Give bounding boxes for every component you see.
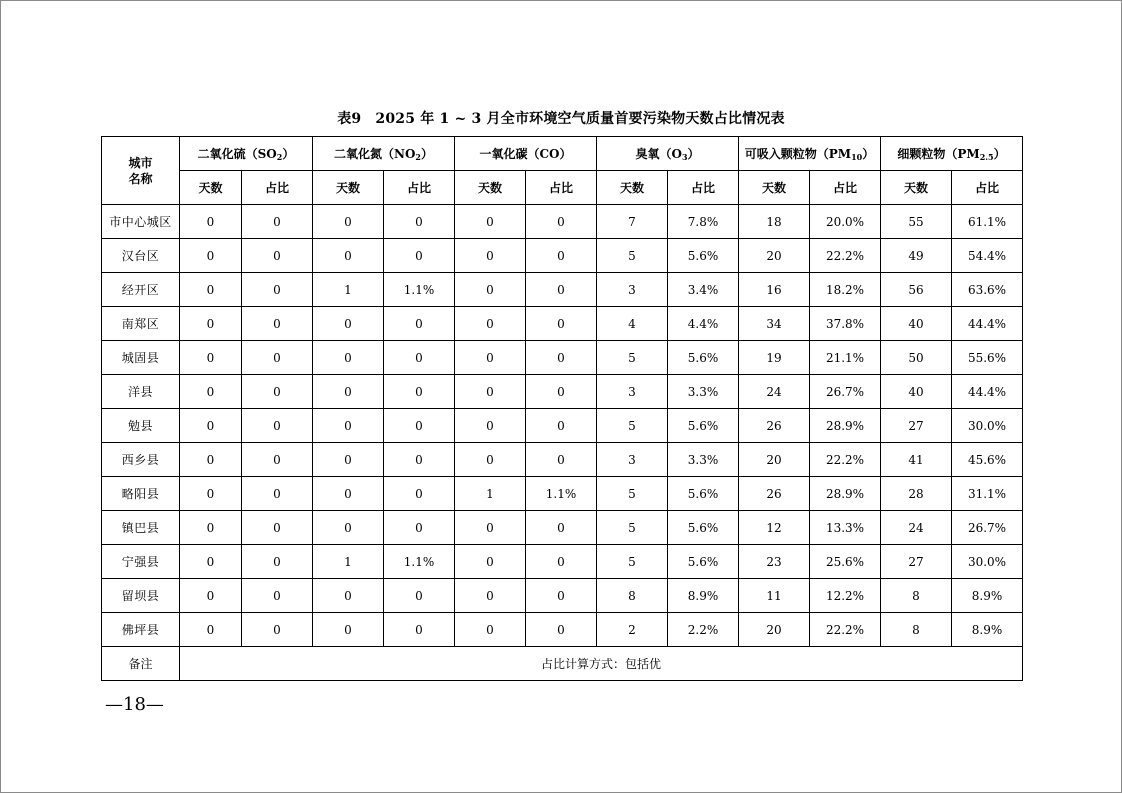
days-cell: 11 [739, 579, 810, 613]
ratio-cell: 0 [526, 239, 597, 273]
ratio-cell: 31.1% [952, 477, 1023, 511]
days-cell: 0 [313, 443, 384, 477]
days-cell: 0 [180, 545, 242, 579]
ratio-cell: 0 [384, 477, 455, 511]
city-header-line1: 城市 [128, 155, 153, 170]
ratio-cell: 8.9% [668, 579, 739, 613]
days-cell: 40 [881, 375, 952, 409]
days-cell: 3 [597, 375, 668, 409]
days-cell: 0 [455, 545, 526, 579]
table-title [1, 108, 1121, 128]
city-name-cell: 城固县 [102, 341, 180, 375]
ratio-cell: 0 [242, 579, 313, 613]
table-body [102, 205, 1023, 647]
ratio-cell: 0 [526, 511, 597, 545]
days-cell: 0 [455, 579, 526, 613]
note-label: 备注 [102, 647, 180, 681]
ratio-cell: 44.4% [952, 375, 1023, 409]
ratio-cell: 1.1% [384, 545, 455, 579]
ratio-cell: 0 [384, 239, 455, 273]
ratio-cell: 0 [242, 511, 313, 545]
ratio-cell: 8.9% [952, 579, 1023, 613]
days-cell: 7 [597, 205, 668, 239]
ratio-cell: 0 [384, 341, 455, 375]
ratio-cell: 0 [526, 443, 597, 477]
days-cell: 56 [881, 273, 952, 307]
header-row-subcolumns [102, 171, 1023, 205]
days-cell: 0 [313, 205, 384, 239]
days-column-header: 天数 [881, 171, 952, 205]
days-cell: 0 [180, 239, 242, 273]
table-row [102, 477, 1023, 511]
ratio-cell: 0 [242, 545, 313, 579]
days-cell: 5 [597, 341, 668, 375]
city-name-cell: 佛坪县 [102, 613, 180, 647]
pollutant-table [101, 136, 1023, 681]
ratio-cell: 45.6% [952, 443, 1023, 477]
city-name-cell: 留坝县 [102, 579, 180, 613]
ratio-cell: 0 [526, 307, 597, 341]
ratio-cell: 0 [242, 239, 313, 273]
days-cell: 24 [739, 375, 810, 409]
table-row [102, 579, 1023, 613]
days-cell: 0 [180, 443, 242, 477]
pollutant-header-no2: 二氧化氮$(NO_2)$ [313, 137, 455, 171]
ratio-column-header: 占比 [810, 171, 881, 205]
ratio-cell: 0 [526, 205, 597, 239]
days-cell: 55 [881, 205, 952, 239]
days-cell: 0 [455, 341, 526, 375]
ratio-cell: 5.6% [668, 477, 739, 511]
days-cell: 23 [739, 545, 810, 579]
ratio-cell: 0 [384, 375, 455, 409]
ratio-cell: 0 [526, 273, 597, 307]
days-cell: 0 [180, 341, 242, 375]
ratio-cell: 25.6% [810, 545, 881, 579]
note-row [102, 647, 1023, 681]
ratio-cell: 54.4% [952, 239, 1023, 273]
days-cell: 0 [180, 579, 242, 613]
ratio-cell: 22.2% [810, 443, 881, 477]
ratio-column-header: 占比 [384, 171, 455, 205]
table-row [102, 443, 1023, 477]
days-cell: 8 [881, 579, 952, 613]
days-column-header: 天数 [455, 171, 526, 205]
pollutant-header-pm25: 细颗粒物$(PM_{2.5})$ [881, 137, 1023, 171]
city-name-header [102, 137, 180, 205]
days-cell: 0 [313, 341, 384, 375]
days-cell: 0 [455, 613, 526, 647]
days-cell: 50 [881, 341, 952, 375]
ratio-cell: 0 [242, 273, 313, 307]
ratio-cell: 0 [384, 205, 455, 239]
ratio-cell: 0 [526, 375, 597, 409]
pollutant-header-so2: 二氧化硫$(SO_2)$ [180, 137, 313, 171]
ratio-cell: 22.2% [810, 613, 881, 647]
city-name-cell: 西乡县 [102, 443, 180, 477]
ratio-cell: 7.8% [668, 205, 739, 239]
table-title-text: 2025 年 1 ~ 3 月全市环境空气质量首要污染物天数占比情况表 [375, 111, 785, 127]
ratio-cell: 0 [526, 341, 597, 375]
days-cell: 40 [881, 307, 952, 341]
days-cell: 34 [739, 307, 810, 341]
days-cell: 1 [313, 545, 384, 579]
ratio-cell: 0 [242, 409, 313, 443]
ratio-cell: 2.2% [668, 613, 739, 647]
days-cell: 41 [881, 443, 952, 477]
ratio-cell: 4.4% [668, 307, 739, 341]
days-cell: 19 [739, 341, 810, 375]
ratio-cell: 22.2% [810, 239, 881, 273]
days-cell: 8 [597, 579, 668, 613]
days-cell: 28 [881, 477, 952, 511]
days-cell: 0 [180, 511, 242, 545]
days-cell: 3 [597, 443, 668, 477]
ratio-cell: 0 [384, 613, 455, 647]
note-text: 占比计算方式：包括优 [180, 647, 1023, 681]
days-cell: 1 [455, 477, 526, 511]
ratio-column-header: 占比 [952, 171, 1023, 205]
ratio-cell: 0 [526, 545, 597, 579]
days-cell: 20 [739, 613, 810, 647]
days-cell: 0 [455, 409, 526, 443]
ratio-cell: 26.7% [810, 375, 881, 409]
table-row [102, 545, 1023, 579]
days-column-header: 天数 [597, 171, 668, 205]
days-cell: 0 [455, 239, 526, 273]
ratio-cell: 63.6% [952, 273, 1023, 307]
pollutant-header-pm10: 可吸入颗粒物$(PM_{10})$ [739, 137, 881, 171]
days-cell: 3 [597, 273, 668, 307]
ratio-cell: 0 [526, 409, 597, 443]
ratio-cell: 61.1% [952, 205, 1023, 239]
days-cell: 0 [313, 307, 384, 341]
ratio-cell: 13.3% [810, 511, 881, 545]
days-cell: 0 [180, 375, 242, 409]
ratio-cell: 0 [526, 579, 597, 613]
table-row [102, 375, 1023, 409]
days-cell: 0 [313, 375, 384, 409]
days-column-header: 天数 [180, 171, 242, 205]
days-cell: 0 [313, 579, 384, 613]
ratio-cell: 0 [242, 613, 313, 647]
ratio-cell: 0 [242, 443, 313, 477]
days-cell: 5 [597, 239, 668, 273]
days-cell: 5 [597, 409, 668, 443]
ratio-cell: 8.9% [952, 613, 1023, 647]
days-cell: 0 [180, 409, 242, 443]
ratio-cell: 0 [384, 443, 455, 477]
days-cell: 12 [739, 511, 810, 545]
days-cell: 0 [180, 613, 242, 647]
ratio-cell: 37.8% [810, 307, 881, 341]
ratio-cell: 1.1% [526, 477, 597, 511]
ratio-cell: 5.6% [668, 409, 739, 443]
days-cell: 49 [881, 239, 952, 273]
ratio-cell: 0 [242, 205, 313, 239]
ratio-cell: 0 [242, 307, 313, 341]
ratio-cell: 5.6% [668, 341, 739, 375]
days-column-header: 天数 [313, 171, 384, 205]
days-cell: 0 [455, 443, 526, 477]
ratio-column-header: 占比 [242, 171, 313, 205]
ratio-column-header: 占比 [668, 171, 739, 205]
days-column-header: 天数 [739, 171, 810, 205]
ratio-cell: 0 [384, 511, 455, 545]
ratio-cell: 0 [242, 375, 313, 409]
days-cell: 24 [881, 511, 952, 545]
table-row [102, 613, 1023, 647]
ratio-column-header: 占比 [526, 171, 597, 205]
days-cell: 0 [313, 613, 384, 647]
ratio-cell: 30.0% [952, 409, 1023, 443]
days-cell: 0 [455, 307, 526, 341]
table-row [102, 239, 1023, 273]
days-cell: 27 [881, 545, 952, 579]
days-cell: 4 [597, 307, 668, 341]
city-name-cell: 市中心城区 [102, 205, 180, 239]
ratio-cell: 44.4% [952, 307, 1023, 341]
days-cell: 0 [180, 477, 242, 511]
table-row [102, 341, 1023, 375]
city-name-cell: 汉台区 [102, 239, 180, 273]
days-cell: 20 [739, 443, 810, 477]
ratio-cell: 18.2% [810, 273, 881, 307]
ratio-cell: 3.3% [668, 375, 739, 409]
table-number: 表9 [337, 111, 362, 127]
days-cell: 0 [313, 239, 384, 273]
days-cell: 0 [313, 511, 384, 545]
city-name-cell: 经开区 [102, 273, 180, 307]
days-cell: 26 [739, 409, 810, 443]
city-name-cell: 宁强县 [102, 545, 180, 579]
ratio-cell: 12.2% [810, 579, 881, 613]
ratio-cell: 21.1% [810, 341, 881, 375]
days-cell: 26 [739, 477, 810, 511]
page-number: —18— [105, 694, 164, 715]
city-name-cell: 略阳县 [102, 477, 180, 511]
days-cell: 27 [881, 409, 952, 443]
days-cell: 16 [739, 273, 810, 307]
days-cell: 0 [180, 205, 242, 239]
ratio-cell: 28.9% [810, 409, 881, 443]
ratio-cell: 0 [384, 307, 455, 341]
table-row [102, 273, 1023, 307]
table-row [102, 205, 1023, 239]
days-cell: 2 [597, 613, 668, 647]
ratio-cell: 28.9% [810, 477, 881, 511]
ratio-cell: 0 [384, 409, 455, 443]
city-name-cell: 勉县 [102, 409, 180, 443]
days-cell: 1 [313, 273, 384, 307]
ratio-cell: 0 [242, 341, 313, 375]
city-name-cell: 镇巴县 [102, 511, 180, 545]
days-cell: 0 [455, 273, 526, 307]
table-row [102, 511, 1023, 545]
ratio-cell: 3.4% [668, 273, 739, 307]
days-cell: 0 [313, 409, 384, 443]
days-cell: 18 [739, 205, 810, 239]
ratio-cell: 0 [526, 613, 597, 647]
ratio-cell: 20.0% [810, 205, 881, 239]
ratio-cell: 1.1% [384, 273, 455, 307]
days-cell: 5 [597, 511, 668, 545]
ratio-cell: 0 [384, 579, 455, 613]
ratio-cell: 0 [242, 477, 313, 511]
ratio-cell: 30.0% [952, 545, 1023, 579]
days-cell: 20 [739, 239, 810, 273]
days-cell: 5 [597, 545, 668, 579]
days-cell: 0 [455, 511, 526, 545]
days-cell: 0 [455, 375, 526, 409]
days-cell: 0 [313, 477, 384, 511]
pollutant-header-o3: 臭氧$(O_3)$ [597, 137, 739, 171]
table-row [102, 307, 1023, 341]
table-row [102, 409, 1023, 443]
ratio-cell: 5.6% [668, 239, 739, 273]
days-cell: 0 [180, 273, 242, 307]
city-name-cell: 南郑区 [102, 307, 180, 341]
days-cell: 5 [597, 477, 668, 511]
pollutant-header-co: 一氧化碳（CO） [455, 137, 597, 171]
days-cell: 0 [455, 205, 526, 239]
header-row-pollutants [102, 137, 1023, 171]
ratio-cell: 5.6% [668, 511, 739, 545]
city-header-line2: 名称 [128, 171, 153, 186]
ratio-cell: 5.6% [668, 545, 739, 579]
days-cell: 0 [180, 307, 242, 341]
ratio-cell: 26.7% [952, 511, 1023, 545]
city-name-cell: 洋县 [102, 375, 180, 409]
ratio-cell: 55.6% [952, 341, 1023, 375]
ratio-cell: 3.3% [668, 443, 739, 477]
days-cell: 8 [881, 613, 952, 647]
